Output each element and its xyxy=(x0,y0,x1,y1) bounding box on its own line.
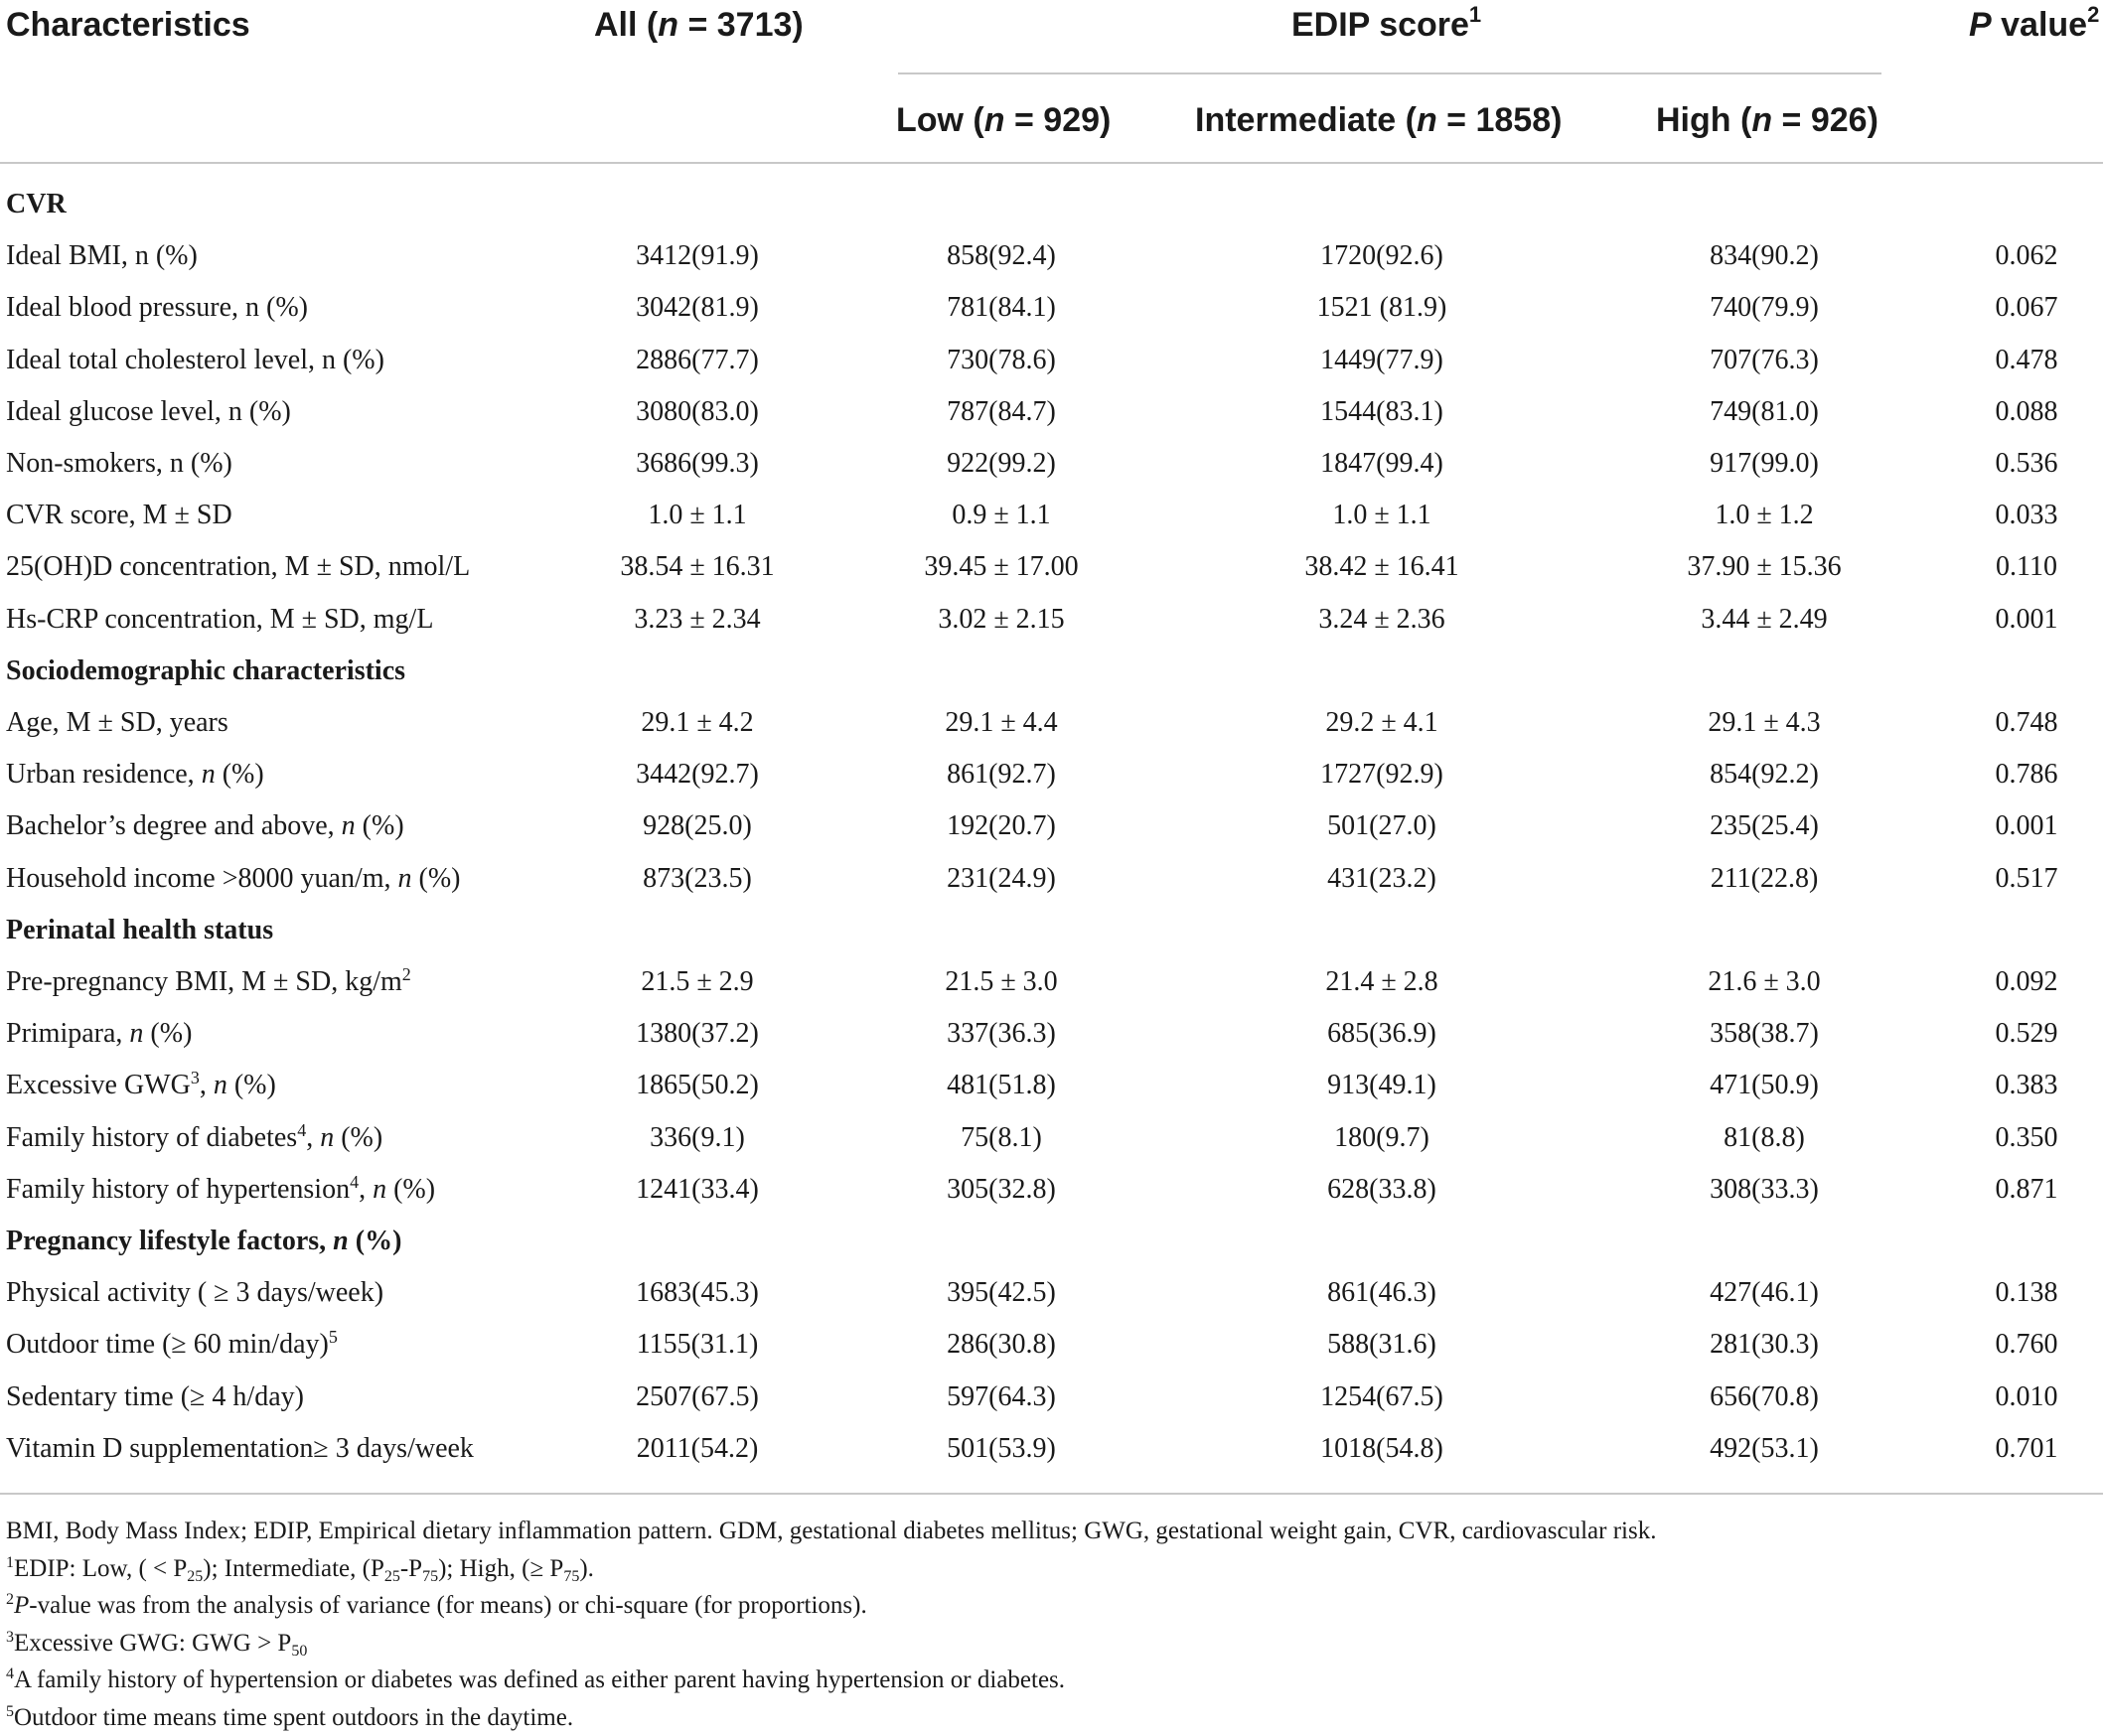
cell-high: 917(99.0) xyxy=(1615,438,1913,490)
cell-intermediate: 3.24 ± 2.36 xyxy=(1233,594,1531,646)
row-label: CVR score, M ± SD xyxy=(6,490,232,541)
cell-all: 1.0 ± 1.1 xyxy=(548,490,846,541)
header-all: All (n = 3713) xyxy=(594,8,804,42)
cell-high: 21.6 ± 3.0 xyxy=(1615,956,1913,1008)
table-row xyxy=(0,1112,2103,1164)
row-label: Sedentary time (≥ 4 h/day) xyxy=(6,1372,304,1423)
cell-high: 656(70.8) xyxy=(1615,1372,1913,1423)
cell-all: 3042(81.9) xyxy=(548,282,846,334)
cell-high: 1.0 ± 1.2 xyxy=(1615,490,1913,541)
row-label: Non-smokers, n (%) xyxy=(6,438,232,490)
row-label: Family history of hypertension$^4$, n (%) xyxy=(6,1164,435,1216)
cell-low: 781(84.1) xyxy=(852,282,1150,334)
cell-intermediate: 1847(99.4) xyxy=(1233,438,1531,490)
header-characteristics: Characteristics xyxy=(6,8,250,42)
cell-p-value: 0.062 xyxy=(1947,230,2103,282)
cell-p-value: 0.536 xyxy=(1947,438,2103,490)
cell-p-value: 0.748 xyxy=(1947,697,2103,749)
cell-intermediate: 180(9.7) xyxy=(1233,1112,1531,1164)
cell-low: 787(84.7) xyxy=(852,386,1150,438)
cell-intermediate: 1.0 ± 1.1 xyxy=(1233,490,1531,541)
cell-all: 3412(91.9) xyxy=(548,230,846,282)
cell-all: 3442(92.7) xyxy=(548,749,846,800)
row-label: Household income >8000 yuan/m, n (%) xyxy=(6,853,461,905)
cell-intermediate: 1720(92.6) xyxy=(1233,230,1531,282)
cell-low: 922(99.2) xyxy=(852,438,1150,490)
footnote-5: $^5$Outdoor time means time spent outdoors in the daytime. xyxy=(6,1699,1656,1736)
row-label: Urban residence, n (%) xyxy=(6,749,264,800)
cell-high: 854(92.2) xyxy=(1615,749,1913,800)
cell-low: 39.45 ± 17.00 xyxy=(852,541,1150,593)
cell-all: 29.1 ± 4.2 xyxy=(548,697,846,749)
cell-low: 861(92.7) xyxy=(852,749,1150,800)
cell-p-value: 0.001 xyxy=(1947,594,2103,646)
cell-low: 0.9 ± 1.1 xyxy=(852,490,1150,541)
cell-high: 308(33.3) xyxy=(1615,1164,1913,1216)
cell-intermediate: 29.2 ± 4.1 xyxy=(1233,697,1531,749)
cell-p-value: 0.760 xyxy=(1947,1319,2103,1371)
row-label: Outdoor time (≥ 60 min/day)$^5$ xyxy=(6,1319,338,1371)
cell-high: 29.1 ± 4.3 xyxy=(1615,697,1913,749)
cell-all: 38.54 ± 16.31 xyxy=(548,541,846,593)
cell-low: 337(36.3) xyxy=(852,1008,1150,1060)
cell-intermediate: 1521 (81.9) xyxy=(1233,282,1531,334)
row-label: Hs-CRP concentration, M ± SD, mg/L xyxy=(6,594,433,646)
cell-all: 1155(31.1) xyxy=(548,1319,846,1371)
cell-p-value: 0.092 xyxy=(1947,956,2103,1008)
cell-low: 3.02 ± 2.15 xyxy=(852,594,1150,646)
cell-p-value: 0.110 xyxy=(1947,541,2103,593)
header-edip-score: EDIP score$^1$ xyxy=(1291,8,1481,42)
cell-p-value: 0.786 xyxy=(1947,749,2103,800)
row-label: Primipara, n (%) xyxy=(6,1008,192,1060)
row-label: CVR xyxy=(6,179,67,230)
row-label: Pregnancy lifestyle factors, n (%) xyxy=(6,1216,401,1267)
table-row xyxy=(0,1060,2103,1111)
cell-high: 235(25.4) xyxy=(1615,800,1913,852)
cell-high: 281(30.3) xyxy=(1615,1319,1913,1371)
edip-group-rule xyxy=(898,72,1881,74)
cell-high: 471(50.9) xyxy=(1615,1060,1913,1111)
cell-all: 3686(99.3) xyxy=(548,438,846,490)
cell-high: 358(38.7) xyxy=(1615,1008,1913,1060)
table-row xyxy=(0,853,2103,905)
cell-p-value: 0.088 xyxy=(1947,386,2103,438)
table-row xyxy=(0,1372,2103,1423)
cell-low: 395(42.5) xyxy=(852,1267,1150,1319)
cell-all: 2886(77.7) xyxy=(548,335,846,386)
row-label: Ideal blood pressure, n (%) xyxy=(6,282,308,334)
cell-low: 730(78.6) xyxy=(852,335,1150,386)
table-row xyxy=(0,335,2103,386)
cell-high: 834(90.2) xyxy=(1615,230,1913,282)
footnote-2: $^2$P-value was from the analysis of variance (for means) or chi-square (for proportions). xyxy=(6,1587,1656,1625)
cell-high: 3.44 ± 2.49 xyxy=(1615,594,1913,646)
table-row xyxy=(0,594,2103,646)
cell-low: 286(30.8) xyxy=(852,1319,1150,1371)
row-label: Vitamin D supplementation≥ 3 days/week xyxy=(6,1423,474,1475)
header-intermediate: Intermediate (n = 1858) xyxy=(1195,103,1562,137)
cell-intermediate: 861(46.3) xyxy=(1233,1267,1531,1319)
cell-p-value: 0.701 xyxy=(1947,1423,2103,1475)
cell-intermediate: 913(49.1) xyxy=(1233,1060,1531,1111)
cell-high: 81(8.8) xyxy=(1615,1112,1913,1164)
footnote-abbreviations: BMI, Body Mass Index; EDIP, Empirical dietary inflammation pattern. GDM, gestational diabetes mellitus; GWG, gestational weight gain, CVR, cardiovascular risk. xyxy=(6,1513,1656,1550)
row-label: Perinatal health status xyxy=(6,905,273,956)
cell-intermediate: 21.4 ± 2.8 xyxy=(1233,956,1531,1008)
row-label: Age, M ± SD, years xyxy=(6,697,228,749)
cell-high: 427(46.1) xyxy=(1615,1267,1913,1319)
section-header xyxy=(0,1216,2103,1267)
table-row xyxy=(0,1008,2103,1060)
cell-all: 3.23 ± 2.34 xyxy=(548,594,846,646)
cell-high: 211(22.8) xyxy=(1615,853,1913,905)
cell-high: 492(53.1) xyxy=(1615,1423,1913,1475)
cell-p-value: 0.033 xyxy=(1947,490,2103,541)
cell-intermediate: 1449(77.9) xyxy=(1233,335,1531,386)
cell-high: 37.90 ± 15.36 xyxy=(1615,541,1913,593)
cell-low: 231(24.9) xyxy=(852,853,1150,905)
footnote-1: $^1$EDIP: Low, ( < $P_{25}$); Intermediate, $(P_{25}-P_{75})$; High, (≥ $P_{75}$). xyxy=(6,1550,1656,1588)
table-row xyxy=(0,1319,2103,1371)
cell-intermediate: 1544(83.1) xyxy=(1233,386,1531,438)
row-label: Ideal glucose level, n (%) xyxy=(6,386,291,438)
cell-all: 21.5 ± 2.9 xyxy=(548,956,846,1008)
cell-intermediate: 501(27.0) xyxy=(1233,800,1531,852)
cell-low: 29.1 ± 4.4 xyxy=(852,697,1150,749)
row-label: Excessive GWG$^3$, n (%) xyxy=(6,1060,276,1111)
table-row xyxy=(0,800,2103,852)
section-header xyxy=(0,905,2103,956)
header-low: Low (n = 929) xyxy=(896,103,1111,137)
table-row xyxy=(0,282,2103,334)
cell-all: 1683(45.3) xyxy=(548,1267,846,1319)
cell-low: 597(64.3) xyxy=(852,1372,1150,1423)
row-label: 25(OH)D concentration, M ± SD, nmol/L xyxy=(6,541,470,593)
cell-intermediate: 1254(67.5) xyxy=(1233,1372,1531,1423)
row-label: Physical activity ( ≥ 3 days/week) xyxy=(6,1267,383,1319)
cell-low: 192(20.7) xyxy=(852,800,1150,852)
cell-all: 3080(83.0) xyxy=(548,386,846,438)
cell-intermediate: 431(23.2) xyxy=(1233,853,1531,905)
cell-p-value: 0.350 xyxy=(1947,1112,2103,1164)
table-row xyxy=(0,386,2103,438)
cell-all: 928(25.0) xyxy=(548,800,846,852)
header-high: High (n = 926) xyxy=(1656,103,1878,137)
cell-low: 305(32.8) xyxy=(852,1164,1150,1216)
row-label: Sociodemographic characteristics xyxy=(6,646,405,697)
cell-all: 2507(67.5) xyxy=(548,1372,846,1423)
table-row xyxy=(0,438,2103,490)
table-row xyxy=(0,749,2103,800)
cell-high: 749(81.0) xyxy=(1615,386,1913,438)
cell-low: 481(51.8) xyxy=(852,1060,1150,1111)
table-row xyxy=(0,490,2103,541)
row-label: Ideal total cholesterol level, n (%) xyxy=(6,335,384,386)
cell-p-value: 0.478 xyxy=(1947,335,2103,386)
cell-all: 2011(54.2) xyxy=(548,1423,846,1475)
row-label: Bachelor’s degree and above, n (%) xyxy=(6,800,404,852)
footnote-4: $^4$A family history of hypertension or diabetes was defined as either parent having hypertension or diabetes. xyxy=(6,1662,1656,1699)
cell-intermediate: 685(36.9) xyxy=(1233,1008,1531,1060)
table-row xyxy=(0,697,2103,749)
row-label: Family history of diabetes$^4$, n (%) xyxy=(6,1112,382,1164)
cell-high: 707(76.3) xyxy=(1615,335,1913,386)
cell-p-value: 0.517 xyxy=(1947,853,2103,905)
footnotes xyxy=(6,1513,1656,1736)
footnote-3: $^3$Excessive GWG: GWG > $P_{50}$ xyxy=(6,1625,1656,1663)
cell-p-value: 0.001 xyxy=(1947,800,2103,852)
cell-all: 873(23.5) xyxy=(548,853,846,905)
cell-low: 21.5 ± 3.0 xyxy=(852,956,1150,1008)
table-row xyxy=(0,541,2103,593)
cell-all: 336(9.1) xyxy=(548,1112,846,1164)
cell-intermediate: 1727(92.9) xyxy=(1233,749,1531,800)
table-row xyxy=(0,956,2103,1008)
cell-p-value: 0.138 xyxy=(1947,1267,2103,1319)
table-row xyxy=(0,230,2103,282)
cell-p-value: 0.383 xyxy=(1947,1060,2103,1111)
table-row xyxy=(0,1164,2103,1216)
cell-intermediate: 588(31.6) xyxy=(1233,1319,1531,1371)
row-label: Ideal BMI, n (%) xyxy=(6,230,198,282)
table-row xyxy=(0,1267,2103,1319)
table-row xyxy=(0,1423,2103,1475)
section-header xyxy=(0,179,2103,230)
row-label: Pre-pregnancy BMI, M ± SD, $kg/m^2$ xyxy=(6,956,411,1008)
cell-all: 1380(37.2) xyxy=(548,1008,846,1060)
cell-intermediate: 38.42 ± 16.41 xyxy=(1233,541,1531,593)
cell-high: 740(79.9) xyxy=(1615,282,1913,334)
cell-all: 1241(33.4) xyxy=(548,1164,846,1216)
cell-all: 1865(50.2) xyxy=(548,1060,846,1111)
cell-p-value: 0.871 xyxy=(1947,1164,2103,1216)
cell-intermediate: 1018(54.8) xyxy=(1233,1423,1531,1475)
table-bottom-rule xyxy=(0,1493,2103,1495)
header-p-value: P value$^2$ xyxy=(1969,8,2099,42)
cell-p-value: 0.067 xyxy=(1947,282,2103,334)
section-header xyxy=(0,646,2103,697)
cell-low: 501(53.9) xyxy=(852,1423,1150,1475)
cell-p-value: 0.529 xyxy=(1947,1008,2103,1060)
cell-intermediate: 628(33.8) xyxy=(1233,1164,1531,1216)
cell-low: 858(92.4) xyxy=(852,230,1150,282)
cell-p-value: 0.010 xyxy=(1947,1372,2103,1423)
cell-low: 75(8.1) xyxy=(852,1112,1150,1164)
header-bottom-rule xyxy=(0,162,2103,164)
